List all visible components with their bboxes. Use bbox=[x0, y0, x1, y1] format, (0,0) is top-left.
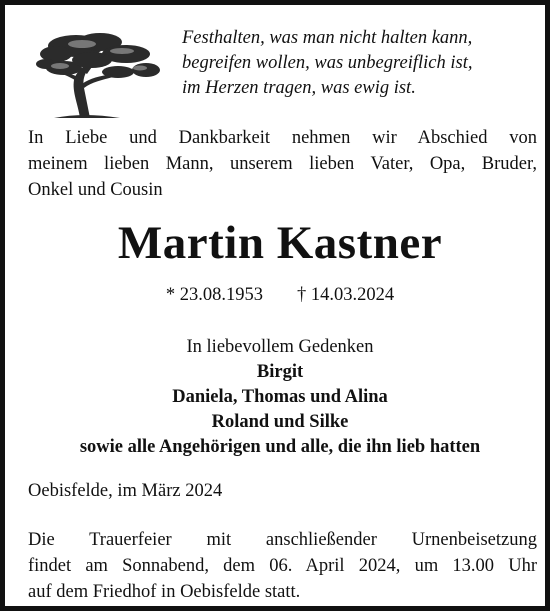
farewell-intro bbox=[28, 125, 537, 203]
intro-line: Onkel und Cousin bbox=[28, 180, 163, 200]
mourners-heading: In liebevollem Gedenken bbox=[186, 337, 374, 357]
quote-line: Festhalten, was man nicht halten kann, bbox=[182, 28, 473, 48]
quote-line: begreifen wollen, was unbegreiflich ist, bbox=[182, 53, 473, 73]
intro-line: meinem lieben Mann, unserem lieben Vater, Opa, Bruder, bbox=[28, 154, 537, 174]
windswept-tree-icon bbox=[34, 24, 164, 120]
quote-line: im Herzen tragen, was ewig ist. bbox=[182, 78, 416, 98]
deceased-name: Martin Kastner bbox=[117, 217, 443, 269]
funeral-line: findet am Sonnabend, dem 06. April 2024, um 13.00 Uhr bbox=[28, 556, 537, 576]
obituary-content bbox=[10, 10, 550, 611]
intro-line: In Liebe und Dankbarkeit nehmen wir Abschied von bbox=[28, 128, 537, 148]
life-dates bbox=[10, 283, 550, 307]
funeral-line: auf dem Friedhof in Oebisfelde statt. bbox=[28, 582, 301, 602]
birth-date: * 23.08.1953 bbox=[165, 285, 263, 305]
mourner-name: Daniela, Thomas und Alina bbox=[172, 387, 388, 407]
place-and-date: Oebisfelde, im März 2024 bbox=[28, 481, 223, 501]
mourner-name: Roland und Silke bbox=[211, 412, 349, 432]
death-date: † 14.03.2024 bbox=[297, 285, 395, 305]
funeral-line: Die Trauerfeier mit anschließender Urnenbeisetzung bbox=[28, 530, 537, 550]
mourners-block bbox=[10, 335, 550, 460]
funeral-information bbox=[28, 527, 537, 605]
memorial-quote bbox=[182, 26, 542, 101]
mourner-name: Birgit bbox=[256, 362, 304, 382]
mourner-name: sowie alle Angehörigen und alle, die ihn lieb hatten bbox=[79, 437, 481, 457]
